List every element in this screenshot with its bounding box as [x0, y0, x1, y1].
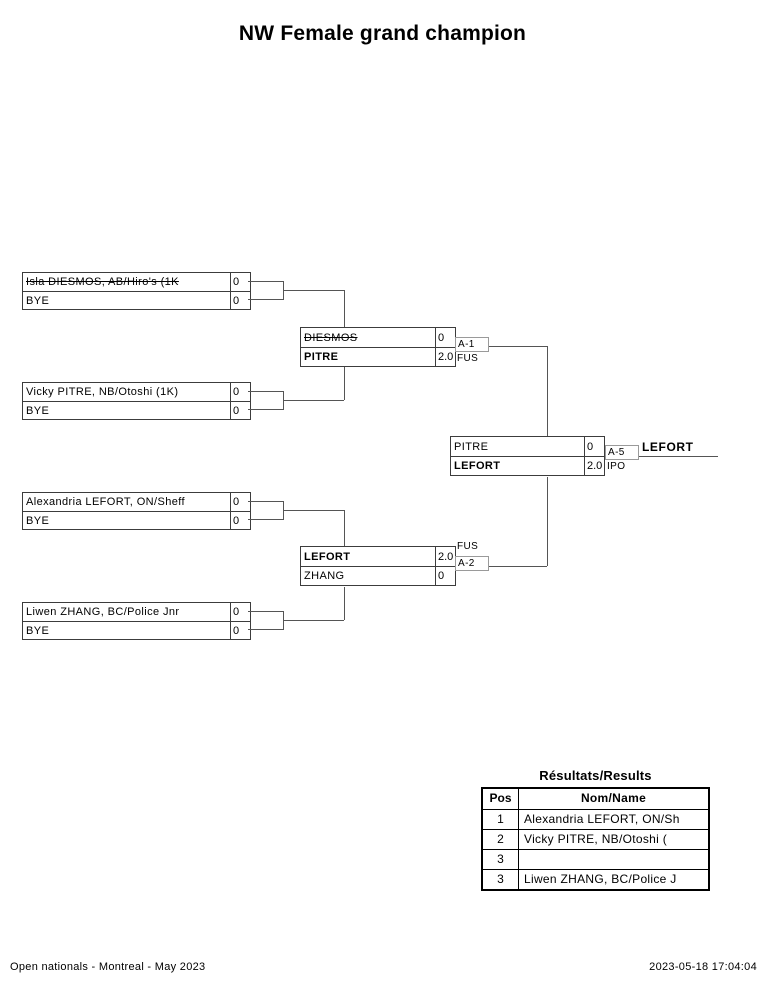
result-name: Liwen ZHANG, BC/Police J	[524, 872, 677, 886]
bracket-line	[248, 611, 284, 612]
match-row	[301, 328, 455, 347]
player-name: Isla DIESMOS, AB/Hiro's (1K	[26, 276, 179, 288]
match-row	[23, 621, 250, 639]
match-box-final	[450, 436, 605, 476]
match-number-tag: A-1	[455, 337, 489, 352]
match-box-r2m1	[300, 327, 456, 367]
results-header-row	[483, 789, 708, 809]
bracket-line	[283, 620, 344, 621]
result-pos: 3	[483, 850, 519, 869]
player-name: LEFORT	[304, 550, 351, 563]
match-box-r1m3	[22, 492, 251, 530]
match-row	[451, 437, 604, 456]
results-table	[481, 787, 710, 891]
table-row	[483, 849, 708, 869]
player-score: 0	[230, 273, 250, 291]
bracket-line	[248, 409, 284, 410]
table-row	[483, 829, 708, 849]
player-name: PITRE	[454, 440, 489, 453]
player-score: 0	[435, 567, 455, 585]
win-type-label: FUS	[457, 353, 479, 364]
bracket-line	[248, 281, 284, 282]
bracket-line	[344, 510, 345, 546]
player-score: 0	[584, 437, 604, 456]
player-score: 0	[230, 622, 250, 639]
footer-timestamp: 2023-05-18 17:04:04	[649, 961, 757, 973]
player-score: 0	[230, 603, 250, 621]
match-row	[23, 401, 250, 419]
match-row	[23, 273, 250, 291]
player-name: PITRE	[304, 351, 339, 363]
bracket-line	[344, 587, 345, 620]
player-name: BYE	[26, 624, 50, 637]
table-row	[483, 809, 708, 829]
bracket-line	[248, 299, 284, 300]
match-row	[23, 603, 250, 621]
result-name: Vicky PITRE, NB/Otoshi (	[524, 832, 668, 846]
player-score: 2.0	[435, 348, 455, 366]
player-name: Liwen ZHANG, BC/Police Jnr	[26, 606, 180, 618]
win-type-label: IPO	[607, 461, 626, 472]
player-name: LEFORT	[454, 460, 501, 472]
bracket-line	[248, 391, 284, 392]
bracket-line	[248, 501, 284, 502]
player-name: BYE	[26, 404, 50, 417]
bracket-line	[283, 290, 344, 291]
player-name: BYE	[26, 514, 50, 527]
result-pos: 1	[483, 810, 519, 829]
result-pos: 2	[483, 830, 519, 849]
match-number-tag: A-2	[455, 556, 489, 571]
player-name: Alexandria LEFORT, ON/Sheff	[26, 496, 185, 508]
match-box-r1m4	[22, 602, 251, 640]
player-score: 0	[230, 383, 250, 401]
match-row	[301, 566, 455, 585]
bracket-line	[283, 510, 344, 511]
results-title: Résultats/Results	[539, 768, 652, 783]
page-title: NW Female grand champion	[238, 22, 527, 45]
player-score: 0	[230, 402, 250, 419]
match-box-r1m1	[22, 272, 251, 310]
bracket-line	[248, 519, 284, 520]
result-name	[519, 850, 708, 869]
player-name: Vicky PITRE, NB/Otoshi (1K)	[26, 386, 179, 398]
match-row	[301, 347, 455, 366]
player-score: 2.0	[584, 457, 604, 475]
bracket-line	[547, 346, 548, 436]
player-score: 2.0	[435, 547, 455, 566]
result-name: Alexandria LEFORT, ON/Sh	[524, 812, 680, 826]
player-score: 0	[230, 512, 250, 529]
footer-event-label: Open nationals - Montreal - May 2023	[10, 961, 206, 973]
results-col-pos: Pos	[483, 789, 519, 809]
match-row	[23, 511, 250, 529]
bracket-line	[344, 366, 345, 400]
player-score: 0	[230, 292, 250, 309]
player-score: 0	[230, 493, 250, 511]
player-score: 0	[435, 328, 455, 347]
player-name: BYE	[26, 294, 50, 307]
match-number-tag: A-5	[605, 445, 639, 460]
win-type-label: FUS	[457, 541, 479, 552]
match-row	[23, 493, 250, 511]
match-row	[451, 456, 604, 475]
player-name: ZHANG	[304, 570, 345, 582]
match-row	[301, 547, 455, 566]
match-row	[23, 383, 250, 401]
match-box-r2m2	[300, 546, 456, 586]
table-row	[483, 869, 708, 889]
results-col-name: Nom/Name	[580, 791, 647, 805]
result-pos: 3	[483, 870, 519, 889]
bracket-line	[344, 290, 345, 327]
match-row	[23, 291, 250, 309]
match-box-r1m2	[22, 382, 251, 420]
bracket-line	[283, 400, 344, 401]
champion-name: LEFORT	[642, 440, 694, 454]
bracket-line	[248, 629, 284, 630]
player-name: DIESMOS	[304, 331, 358, 344]
bracket-line	[547, 477, 548, 566]
